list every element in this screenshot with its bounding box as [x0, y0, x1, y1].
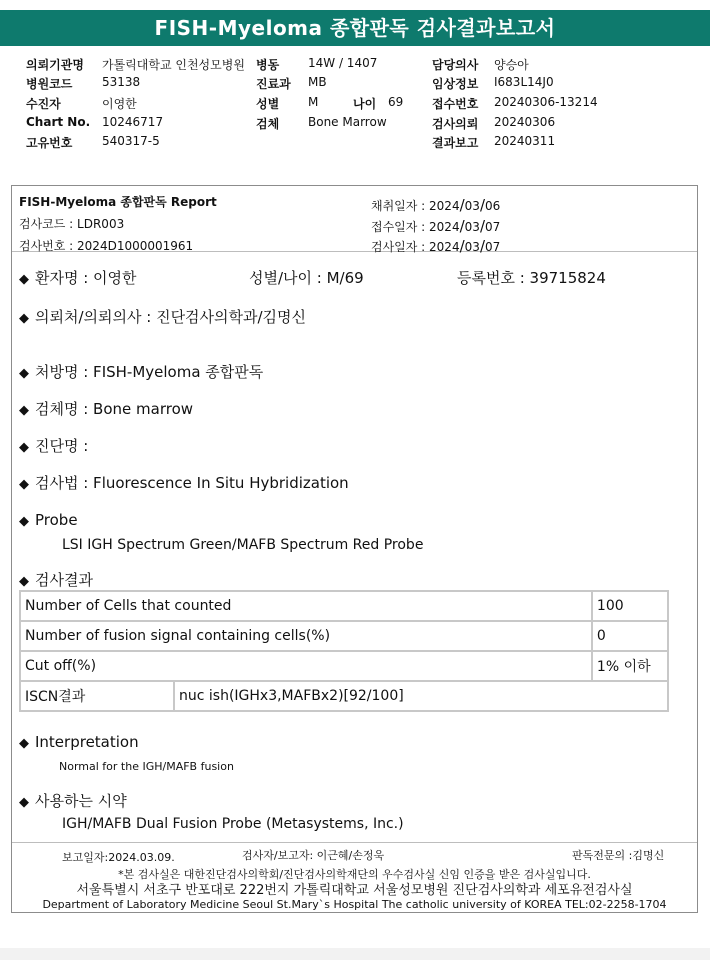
table-row: [20, 651, 668, 681]
result-value: 0: [592, 621, 668, 651]
sex-age-line: 성별/나이 : M/69: [249, 269, 364, 287]
report-title: FISH-Myeloma 종합판독 검사결과보고서: [0, 10, 710, 46]
header-label: 병원코드: [26, 77, 73, 91]
header-value: MB: [308, 75, 327, 89]
date-day: 07: [485, 240, 501, 254]
header-label: 성별: [256, 97, 280, 111]
header-label: 나이: [353, 97, 377, 111]
result-value: 100: [592, 591, 668, 621]
date-label: 검사일자 : 2024: [371, 240, 460, 254]
test-code: 검사코드 : LDR003: [19, 217, 125, 231]
report-date: 보고일자:2024.03.09.: [62, 851, 175, 864]
header-value: 10246717: [102, 115, 164, 129]
date-month: 03: [464, 220, 480, 234]
page-bottom-band: [0, 948, 710, 960]
header-value: 53138: [102, 75, 141, 89]
header-label: 임상정보: [432, 77, 479, 91]
specimen-line: ◆ 검체명 : Bone marrow: [19, 400, 194, 418]
table-row: [20, 591, 668, 621]
reporter: 검사자/보고자: 이근혜/손정욱: [242, 849, 385, 862]
header-value: 이영한: [102, 97, 137, 111]
header-label: 병동: [256, 58, 280, 72]
date-label: 채취일자 : 2024: [371, 199, 460, 213]
date-day: 07: [485, 220, 501, 234]
result-name: Number of fusion signal containing cells(%): [20, 621, 592, 651]
prescription-line: ◆ 처방명 : FISH-Myeloma 종합판독: [19, 363, 264, 381]
header-label: 검사의뢰: [432, 117, 479, 131]
iscn-value: nuc ish(IGHx3,MAFBx2)[92/100]: [174, 681, 668, 711]
header-label: 접수번호: [432, 97, 479, 111]
result-name: Cut off(%): [20, 651, 592, 681]
patient-name-line: ◆ 환자명 : 이영한: [19, 269, 137, 287]
header-value: 가톨릭대학교 인천성모병원: [102, 58, 245, 72]
result-heading: ◆ 검사결과: [19, 571, 93, 589]
department-line: Department of Laboratory Medicine Seoul St.Mary`s Hospital The catholic university of KOREA TEL:02-2258-1704: [42, 898, 667, 911]
date-label: 접수일자 : 2024: [371, 220, 460, 234]
referrer-line: ◆ 의뢰처/의뢰의사 : 진단검사의학과/김명신: [19, 308, 307, 326]
reagent-heading: ◆ 사용하는 시약: [19, 792, 127, 810]
header-value: 20240311: [494, 134, 556, 148]
header-label: 고유번호: [26, 136, 73, 150]
result-table: [19, 590, 669, 712]
test-date: 검사일자 : 2024/03/07: [371, 237, 501, 255]
header-label: 진료과: [256, 77, 291, 91]
iscn-label: ISCN결과: [20, 681, 174, 711]
header-value: Bone Marrow: [308, 115, 387, 129]
header-label: 수진자: [26, 97, 61, 111]
table-row: [20, 681, 668, 711]
header-value: 양승아: [494, 58, 529, 72]
method-line: ◆ 검사법 : Fluorescence In Situ Hybridization: [19, 474, 349, 492]
header-value: 20240306-13214: [494, 95, 598, 109]
probe-heading: ◆ Probe: [19, 511, 78, 529]
receipt-date: 접수일자 : 2024/03/07: [371, 217, 501, 235]
date-month: 03: [464, 199, 480, 213]
header-label: 결과보고: [432, 136, 479, 150]
date-day: 06: [485, 199, 501, 213]
reagent-value: IGH/MAFB Dual Fusion Probe (Metasystems, Inc.): [62, 816, 404, 832]
header-value: M: [308, 95, 319, 109]
header-label: 의뢰기관명: [26, 58, 84, 72]
certification-note: *본 검사실은 대한진단검사의학회/진단검사의학재단의 우수검사실 신임 인증을 받은 검사실입니다.: [118, 868, 591, 881]
probe-value: LSI IGH Spectrum Green/MAFB Spectrum Red Probe: [62, 537, 424, 553]
lab-address: 서울특별시 서초구 반포대로 222번지 가톨릭대학교 서울성모병원 진단검사의학과 세포유전검사실: [76, 883, 633, 898]
table-row: [20, 621, 668, 651]
result-value: 1% 이하: [592, 651, 668, 681]
report-header: [12, 186, 697, 255]
footer-divider: [12, 842, 697, 843]
interpretation-heading: ◆ Interpretation: [19, 733, 139, 751]
collection-date: 채취일자 : 2024/03/06: [371, 196, 501, 214]
result-name: Number of Cells that counted: [20, 591, 592, 621]
header-label: 검체: [256, 117, 280, 131]
header-value: I683L14J0: [494, 75, 554, 89]
header-label: 담당의사: [432, 58, 479, 72]
header-value: 69: [388, 95, 404, 109]
header-value: 540317-5: [102, 134, 160, 148]
header-value: 20240306: [494, 115, 556, 129]
specialist: 판독전문의 :김명신: [572, 849, 665, 862]
report-panel: [11, 185, 698, 913]
test-number: 검사번호 : 2024D1000001961: [19, 239, 194, 253]
registration-number: 등록번호 : 39715824: [457, 269, 606, 287]
header-value: 14W / 1407: [308, 56, 378, 70]
header-label: Chart No.: [26, 115, 91, 129]
date-month: 03: [464, 240, 480, 254]
interpretation-value: Normal for the IGH/MAFB fusion: [59, 760, 234, 773]
diagnosis-line: ◆ 진단명 :: [19, 437, 89, 455]
report-panel-title: FISH-Myeloma 종합판독 Report: [19, 195, 217, 209]
